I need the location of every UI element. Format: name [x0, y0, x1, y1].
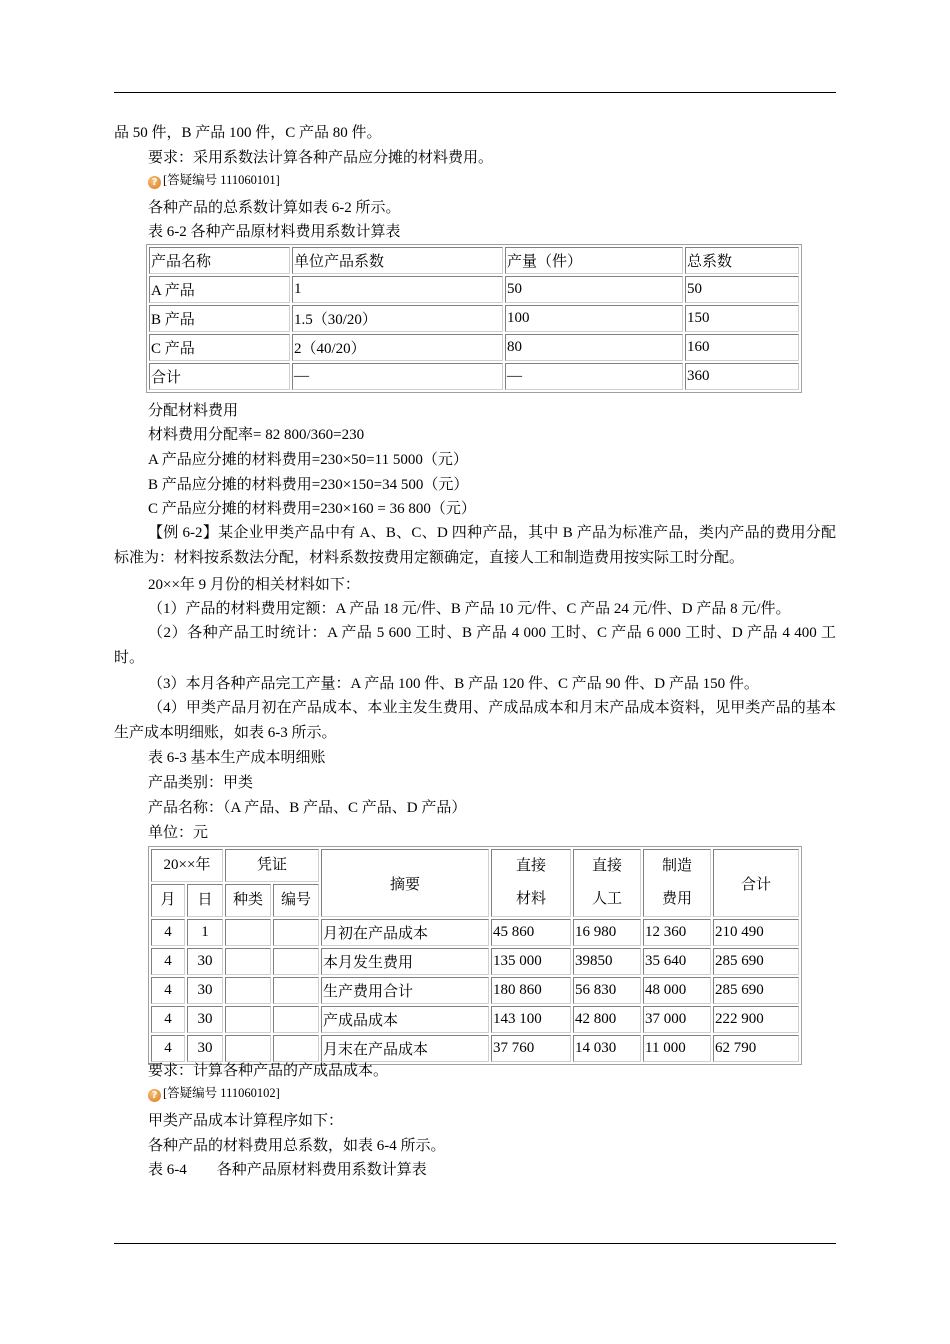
table-row	[151, 1035, 799, 1062]
text-paragraph: （4）甲类产品月初在产品成本、本业主发生费用、产成品成本和月末产品成本资料，见甲类产品的基本生产成本明细账，如表 6-3 所示。	[114, 700, 836, 741]
header-material-l1: 直接	[515, 858, 546, 874]
answer-ref[interactable]	[148, 170, 280, 190]
text-line: C 产品应分摊的材料费用=230×160 = 36 800（元）	[148, 501, 476, 517]
table-cell: 143 100	[491, 1006, 571, 1033]
text-line: 各种产品的总系数计算如表 6-2 所示。	[148, 200, 401, 216]
table-caption: 表 6-4 各种产品原材料费用系数计算表	[148, 1162, 427, 1178]
table-cell: 1	[292, 276, 503, 303]
text-line: A 产品应分摊的材料费用=230×50=11 5000（元）	[148, 452, 468, 468]
table-row	[151, 919, 799, 946]
header-voucher: 凭证	[225, 849, 319, 882]
table-cell: 285 690	[713, 948, 799, 975]
table-cell	[273, 977, 319, 1004]
table-cell: 35 640	[643, 948, 711, 975]
text-line: 20××年 9 月份的相关材料如下：	[148, 577, 360, 593]
header-cell: 总系数	[685, 247, 799, 274]
table-cell: 135 000	[491, 948, 571, 975]
table-cell: 4	[151, 948, 185, 975]
header-day: 日	[187, 884, 223, 917]
text-line: 各种产品的材料费用总系数，如表 6-4 所示。	[148, 1138, 446, 1154]
table-cell: 30	[187, 948, 223, 975]
table-cell: 合计	[149, 363, 290, 390]
header-month: 月	[151, 884, 185, 917]
table-cell: 生产费用合计	[321, 977, 489, 1004]
table-cell: 产成品成本	[321, 1006, 489, 1033]
footer-rule	[114, 1243, 836, 1244]
table-cell	[225, 1006, 271, 1033]
header-number: 编号	[273, 884, 319, 917]
table-cell: 100	[505, 305, 683, 332]
text-paragraph: （2）各种产品工时统计：A 产品 5 600 工时、B 产品 4 000 工时、C 产品 6 000 工时、D 产品 4 400 工时。	[114, 625, 836, 666]
header-type: 种类	[225, 884, 271, 917]
table-cell: B 产品	[149, 305, 290, 332]
table-cell: 45 860	[491, 919, 571, 946]
table-cell: 本月发生费用	[321, 948, 489, 975]
header-labor	[573, 849, 641, 917]
table-cell: 360	[685, 363, 799, 390]
table-cell	[273, 948, 319, 975]
header-cell: 产品名称	[149, 247, 290, 274]
table-row	[149, 276, 799, 303]
cost-ledger-table	[148, 846, 802, 1065]
table-cell: —	[505, 363, 683, 390]
question-icon[interactable]: ?	[148, 176, 161, 189]
table-caption: 表 6-2 各种产品原材料费用系数计算表	[148, 224, 401, 240]
table-cell: 30	[187, 1035, 223, 1062]
header-material	[491, 849, 571, 917]
table-cell: 12 360	[643, 919, 711, 946]
header-cell: 产量（件）	[505, 247, 683, 274]
table-cell: 210 490	[713, 919, 799, 946]
table-cell: 1	[187, 919, 223, 946]
header-labor-l1: 直接	[591, 858, 622, 874]
text-line: 要求：计算各种产品的产成品成本。	[148, 1063, 389, 1079]
header-year: 20××年	[151, 849, 223, 882]
text-line: 分配材料费用	[148, 403, 239, 419]
table-cell: 月初在产品成本	[321, 919, 489, 946]
header-rule	[114, 92, 836, 93]
table-cell	[273, 919, 319, 946]
text-line: 产品类别：甲类	[148, 775, 254, 791]
text-line: 甲类产品成本计算程序如下：	[148, 1113, 344, 1129]
header-summary: 摘要	[321, 849, 489, 917]
table-cell: 160	[685, 334, 799, 361]
table-cell: 48 000	[643, 977, 711, 1004]
table-cell: 50	[505, 276, 683, 303]
table-row	[149, 363, 799, 390]
table-cell: 150	[685, 305, 799, 332]
table-cell: 30	[187, 977, 223, 1004]
table-cell: 37 000	[643, 1006, 711, 1033]
table-row	[149, 334, 799, 361]
text-line: （3）本月各种产品完工产量：A 产品 100 件、B 产品 120 件、C 产品 90 件、D 产品 150 件。	[148, 676, 759, 692]
answer-ref-label: [答疑编号 111060101]	[163, 173, 280, 187]
table-cell: 4	[151, 1035, 185, 1062]
table-cell: C 产品	[149, 334, 290, 361]
table-cell: 4	[151, 1006, 185, 1033]
table-cell: 4	[151, 977, 185, 1004]
table-row	[149, 305, 799, 332]
table-cell	[225, 919, 271, 946]
text-line: 要求：采用系数法计算各种产品应分摊的材料费用。	[148, 150, 494, 166]
table-cell: 80	[505, 334, 683, 361]
table-cell: A 产品	[149, 276, 290, 303]
table-cell: 16 980	[573, 919, 641, 946]
text-line: 材料费用分配率= 82 800/360=230	[148, 427, 365, 443]
table-cell: 30	[187, 1006, 223, 1033]
table-cell	[273, 1006, 319, 1033]
table-cell	[225, 977, 271, 1004]
table-cell: 39850	[573, 948, 641, 975]
table-cell: 1.5（30/20）	[292, 305, 503, 332]
table-cell: 62 790	[713, 1035, 799, 1062]
coefficient-table	[146, 244, 802, 393]
table-cell: 285 690	[713, 977, 799, 1004]
header-overhead-l1: 制造	[661, 858, 692, 874]
table-cell: 4	[151, 919, 185, 946]
text-line: 品 50 件，B 产品 100 件，C 产品 80 件。	[114, 125, 382, 141]
table-header-row	[149, 247, 799, 274]
table-caption: 表 6-3 基本生产成本明细账	[148, 750, 326, 766]
table-cell: 180 860	[491, 977, 571, 1004]
header-material-l2: 材料	[515, 891, 546, 907]
table-cell: 222 900	[713, 1006, 799, 1033]
table-cell	[225, 948, 271, 975]
answer-ref[interactable]	[148, 1083, 280, 1103]
table-cell: 月末在产品成本	[321, 1035, 489, 1062]
table-cell: 42 800	[573, 1006, 641, 1033]
table-cell	[225, 1035, 271, 1062]
example-paragraph: 【例 6-2】某企业甲类产品中有 A、B、C、D 四种产品，其中 B 产品为标准产品，类内产品的费用分配标准为：材料按系数法分配，材料系数按费用定额确定，直接人工和制造费用按实际工时分配。	[114, 525, 836, 566]
table-row	[151, 948, 799, 975]
header-labor-l2: 人工	[591, 891, 622, 907]
table-cell: 11 000	[643, 1035, 711, 1062]
table-row	[151, 977, 799, 1004]
table-cell: 50	[685, 276, 799, 303]
header-overhead	[643, 849, 711, 917]
table-cell: —	[292, 363, 503, 390]
table-cell: 14 030	[573, 1035, 641, 1062]
header-overhead-l2: 费用	[661, 891, 692, 907]
table-cell: 2（40/20）	[292, 334, 503, 361]
text-line: （1）产品的材料费用定额：A 产品 18 元/件、B 产品 10 元/件、C 产品 24 元/件、D 产品 8 元/件。	[148, 601, 791, 617]
text-line: 单位：元	[148, 825, 209, 841]
table-cell: 56 830	[573, 977, 641, 1004]
question-icon[interactable]: ?	[148, 1089, 161, 1102]
text-line: 产品名称：（A 产品、B 产品、C 产品、D 产品）	[148, 800, 467, 816]
table-cell: 37 760	[491, 1035, 571, 1062]
header-total: 合计	[713, 849, 799, 917]
header-cell: 单位产品系数	[292, 247, 503, 274]
table-cell	[273, 1035, 319, 1062]
answer-ref-label: [答疑编号 111060102]	[163, 1086, 280, 1100]
text-line: B 产品应分摊的材料费用=230×150=34 500（元）	[148, 477, 469, 493]
table-row	[151, 1006, 799, 1033]
